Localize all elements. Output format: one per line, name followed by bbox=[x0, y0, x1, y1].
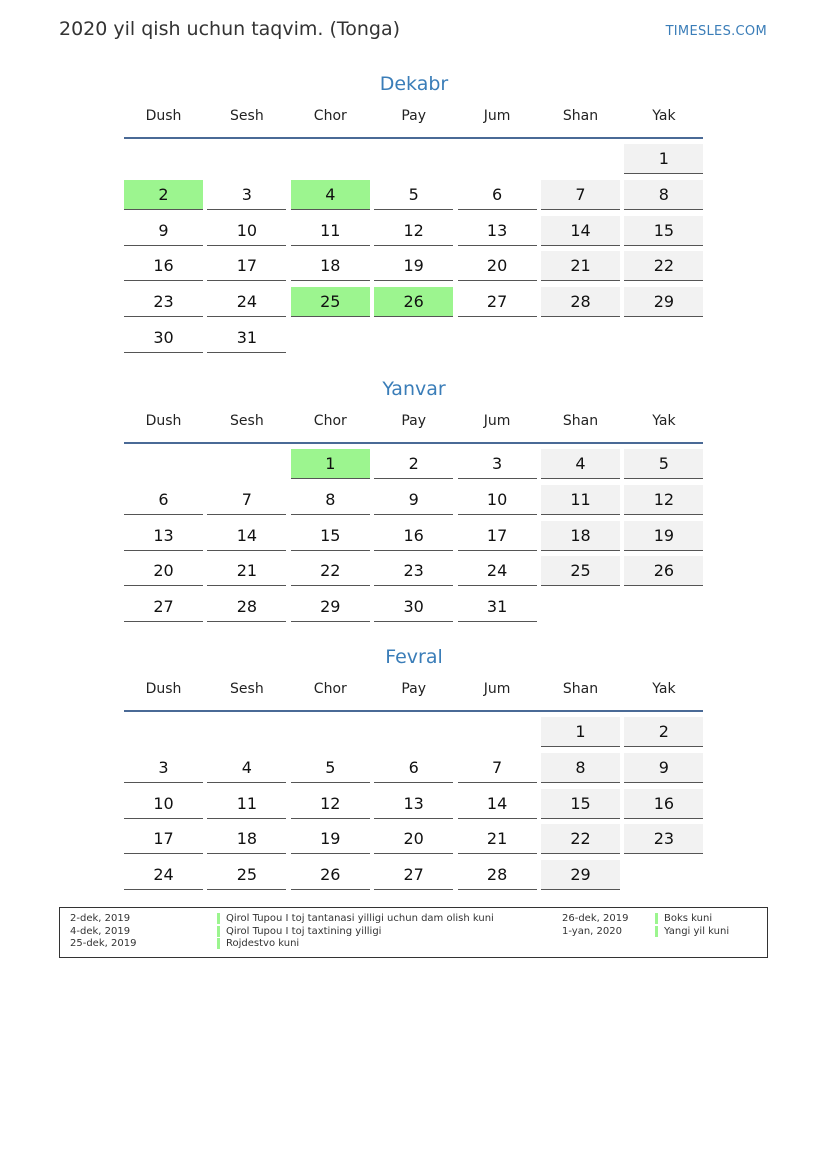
day-cell: 10 bbox=[458, 485, 537, 515]
day-cell: 9 bbox=[624, 753, 703, 783]
weekday-header bbox=[124, 403, 704, 441]
holiday-day-cell: 2 bbox=[124, 180, 203, 210]
weekday-label: Chor bbox=[313, 681, 347, 697]
day-cell: 11 bbox=[291, 216, 370, 246]
day-cell: 21 bbox=[541, 251, 620, 281]
day-cell: 4 bbox=[541, 449, 620, 479]
day-cell: 28 bbox=[458, 860, 537, 890]
weekday-header bbox=[124, 98, 704, 136]
legend-date: 26-dek, 2019 bbox=[562, 913, 629, 924]
legend-date: 2-dek, 2019 bbox=[70, 913, 131, 924]
day-cell: 25 bbox=[207, 860, 286, 890]
day-cell: 15 bbox=[624, 216, 703, 246]
legend-holiday-name: Rojdestvo kuni bbox=[217, 938, 299, 949]
day-cell: 15 bbox=[291, 521, 370, 551]
weekday-label: Chor bbox=[313, 413, 347, 429]
day-cell: 1 bbox=[624, 144, 703, 174]
day-cell: 12 bbox=[624, 485, 703, 515]
day-cell: 8 bbox=[541, 753, 620, 783]
day-cell: 15 bbox=[541, 789, 620, 819]
day-cell: 31 bbox=[207, 323, 286, 353]
legend-date: 4-dek, 2019 bbox=[70, 926, 131, 937]
weekday-label: Dush bbox=[145, 413, 182, 429]
weekday-label: Jum bbox=[483, 108, 511, 124]
day-cell: 24 bbox=[124, 860, 203, 890]
day-cell: 3 bbox=[207, 180, 286, 210]
page-title: 2020 yil qish uchun taqvim. (Tonga) bbox=[59, 18, 401, 40]
weekday-label: Chor bbox=[313, 108, 347, 124]
day-cell: 30 bbox=[374, 592, 453, 622]
day-cell: 3 bbox=[124, 753, 203, 783]
weekday-label: Yak bbox=[652, 108, 676, 124]
holiday-day-cell: 26 bbox=[374, 287, 453, 317]
day-cell: 22 bbox=[291, 556, 370, 586]
day-cell: 20 bbox=[458, 251, 537, 281]
day-cell: 2 bbox=[374, 449, 453, 479]
weekday-label: Dush bbox=[145, 681, 182, 697]
day-cell: 27 bbox=[374, 860, 453, 890]
day-cell: 29 bbox=[291, 592, 370, 622]
day-cell: 16 bbox=[124, 251, 203, 281]
weekday-label: Yak bbox=[652, 681, 676, 697]
day-cell: 14 bbox=[458, 789, 537, 819]
weekday-label: Pay bbox=[401, 108, 427, 124]
day-cell: 2 bbox=[624, 717, 703, 747]
weekday-label: Sesh bbox=[230, 413, 264, 429]
holiday-day-cell: 1 bbox=[291, 449, 370, 479]
day-cell: 18 bbox=[207, 824, 286, 854]
day-cell: 8 bbox=[624, 180, 703, 210]
day-cell: 10 bbox=[207, 216, 286, 246]
day-cell: 9 bbox=[374, 485, 453, 515]
day-cell: 7 bbox=[458, 753, 537, 783]
day-cell: 6 bbox=[124, 485, 203, 515]
weekday-label: Jum bbox=[483, 681, 511, 697]
month-title: Dekabr bbox=[379, 73, 449, 95]
day-cell: 5 bbox=[374, 180, 453, 210]
day-cell: 16 bbox=[624, 789, 703, 819]
day-cell: 4 bbox=[207, 753, 286, 783]
day-cell: 21 bbox=[207, 556, 286, 586]
legend-holiday-name: Qirol Tupou I toj tantanasi yilligi uchun dam olish kuni bbox=[217, 913, 494, 924]
day-cell: 6 bbox=[458, 180, 537, 210]
day-cell: 6 bbox=[374, 753, 453, 783]
day-cell: 10 bbox=[124, 789, 203, 819]
day-cell: 7 bbox=[207, 485, 286, 515]
day-cell: 13 bbox=[458, 216, 537, 246]
brand-link[interactable]: TIMESLES.COM bbox=[665, 24, 767, 39]
day-cell: 24 bbox=[458, 556, 537, 586]
holiday-legend bbox=[59, 907, 768, 958]
day-cell: 17 bbox=[124, 824, 203, 854]
day-cell: 30 bbox=[124, 323, 203, 353]
day-cell: 17 bbox=[458, 521, 537, 551]
legend-date: 1-yan, 2020 bbox=[562, 926, 622, 937]
day-cell: 1 bbox=[541, 717, 620, 747]
day-cell: 24 bbox=[207, 287, 286, 317]
legend-holiday-name: Yangi yil kuni bbox=[655, 926, 729, 937]
day-cell: 12 bbox=[374, 216, 453, 246]
header-rule bbox=[124, 137, 703, 139]
weekday-label: Shan bbox=[562, 413, 599, 429]
day-cell: 29 bbox=[624, 287, 703, 317]
month-calendar-1 bbox=[124, 375, 704, 617]
day-cell: 19 bbox=[374, 251, 453, 281]
header-rule bbox=[124, 710, 703, 712]
weekday-label: Shan bbox=[562, 681, 599, 697]
month-title: Yanvar bbox=[382, 378, 446, 400]
day-cell: 17 bbox=[207, 251, 286, 281]
day-cell: 23 bbox=[124, 287, 203, 317]
day-cell: 18 bbox=[291, 251, 370, 281]
day-cell: 3 bbox=[458, 449, 537, 479]
day-cell: 29 bbox=[541, 860, 620, 890]
legend-date: 25-dek, 2019 bbox=[70, 938, 137, 949]
day-cell: 25 bbox=[541, 556, 620, 586]
day-cell: 8 bbox=[291, 485, 370, 515]
holiday-day-cell: 4 bbox=[291, 180, 370, 210]
day-cell: 5 bbox=[624, 449, 703, 479]
day-cell: 21 bbox=[458, 824, 537, 854]
day-cell: 23 bbox=[374, 556, 453, 586]
day-cell: 26 bbox=[624, 556, 703, 586]
legend-holiday-name: Boks kuni bbox=[655, 913, 712, 924]
day-cell: 12 bbox=[291, 789, 370, 819]
day-cell: 7 bbox=[541, 180, 620, 210]
day-cell: 28 bbox=[207, 592, 286, 622]
day-cell: 22 bbox=[541, 824, 620, 854]
month-title: Fevral bbox=[385, 646, 443, 668]
day-cell: 13 bbox=[124, 521, 203, 551]
month-calendar-2 bbox=[124, 643, 704, 885]
day-cell: 13 bbox=[374, 789, 453, 819]
weekday-label: Jum bbox=[483, 413, 511, 429]
header-rule bbox=[124, 442, 703, 444]
weekday-label: Dush bbox=[145, 108, 182, 124]
weekday-label: Pay bbox=[401, 681, 427, 697]
day-cell: 20 bbox=[374, 824, 453, 854]
holiday-day-cell: 25 bbox=[291, 287, 370, 317]
day-cell: 9 bbox=[124, 216, 203, 246]
day-cell: 31 bbox=[458, 592, 537, 622]
day-cell: 19 bbox=[291, 824, 370, 854]
day-cell: 14 bbox=[541, 216, 620, 246]
weekday-label: Pay bbox=[401, 413, 427, 429]
day-cell: 27 bbox=[458, 287, 537, 317]
day-cell: 20 bbox=[124, 556, 203, 586]
day-cell: 14 bbox=[207, 521, 286, 551]
weekday-label: Sesh bbox=[230, 681, 264, 697]
day-cell: 5 bbox=[291, 753, 370, 783]
weekday-header bbox=[124, 671, 704, 709]
weekday-label: Sesh bbox=[230, 108, 264, 124]
legend-holiday-name: Qirol Tupou I toj taxtining yilligi bbox=[217, 926, 381, 937]
weekday-label: Shan bbox=[562, 108, 599, 124]
day-cell: 28 bbox=[541, 287, 620, 317]
day-cell: 26 bbox=[291, 860, 370, 890]
month-calendar-0 bbox=[124, 70, 704, 347]
day-cell: 11 bbox=[541, 485, 620, 515]
weekday-label: Yak bbox=[652, 413, 676, 429]
day-cell: 18 bbox=[541, 521, 620, 551]
day-cell: 23 bbox=[624, 824, 703, 854]
day-cell: 11 bbox=[207, 789, 286, 819]
day-cell: 19 bbox=[624, 521, 703, 551]
day-cell: 27 bbox=[124, 592, 203, 622]
day-cell: 16 bbox=[374, 521, 453, 551]
day-cell: 22 bbox=[624, 251, 703, 281]
